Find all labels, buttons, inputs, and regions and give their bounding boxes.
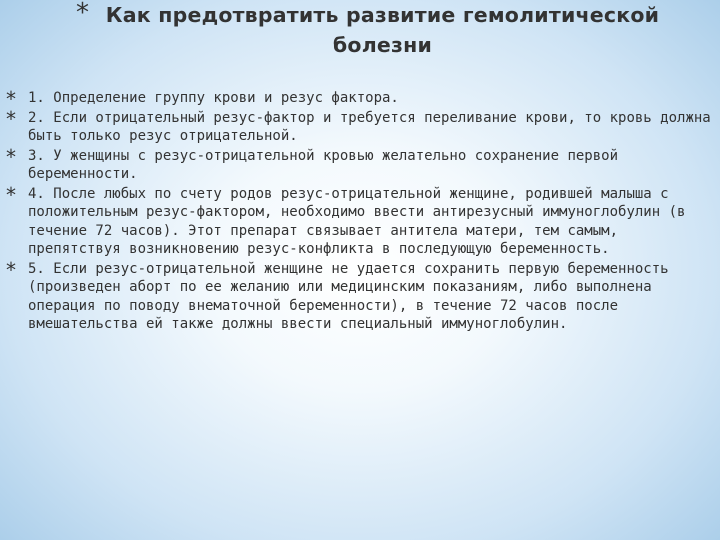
list-item: [6, 182, 718, 259]
title-bullet: *: [76, 0, 89, 28]
list-item-text: 5. Если резус-отрицательной женщине не удается сохранить первую беременность (произведен аборт по ее желанию или медицинским показаниям, либо выполнена операция по поводу внематочной беременности), в течение 72 часов после вмешательства ей также должны ввести специальный иммуноглобулин.: [28, 260, 669, 332]
bullet-marker: *: [6, 257, 16, 282]
list-item-text: 2. Если отрицательный резус-фактор и требуется переливание крови, то кровь должна быть только резус отрицательной.: [28, 109, 711, 144]
list-item: [6, 106, 718, 146]
list-item: [6, 144, 718, 184]
list-item-text: 3. У женщины с резус-отрицательной кровью желательно сохранение первой беременности.: [28, 147, 619, 182]
bullet-marker: *: [6, 182, 16, 207]
bullet-marker: *: [6, 106, 16, 131]
bullet-marker: *: [6, 144, 16, 169]
list-item-text: 4. После любых по счету родов резус-отрицательной женщине, родившей малыша с положительным резус-фактором, необходимо ввести антирезусный иммуноглобулин (в течение 72 часов). Этот препарат связывает антитела матери, тем самым, препятствуя возникновению резус-конфликта в последующую беременность.: [28, 185, 686, 257]
list-item: [6, 257, 718, 334]
list-item: [6, 87, 718, 111]
bullet-marker: *: [6, 87, 16, 111]
list-item-text: 1. Определение группу крови и резус фактора.: [28, 90, 399, 106]
slide-title: Как предотвратить развитие гемолитической болезни: [105, 3, 660, 57]
bullet-list: [6, 89, 718, 335]
